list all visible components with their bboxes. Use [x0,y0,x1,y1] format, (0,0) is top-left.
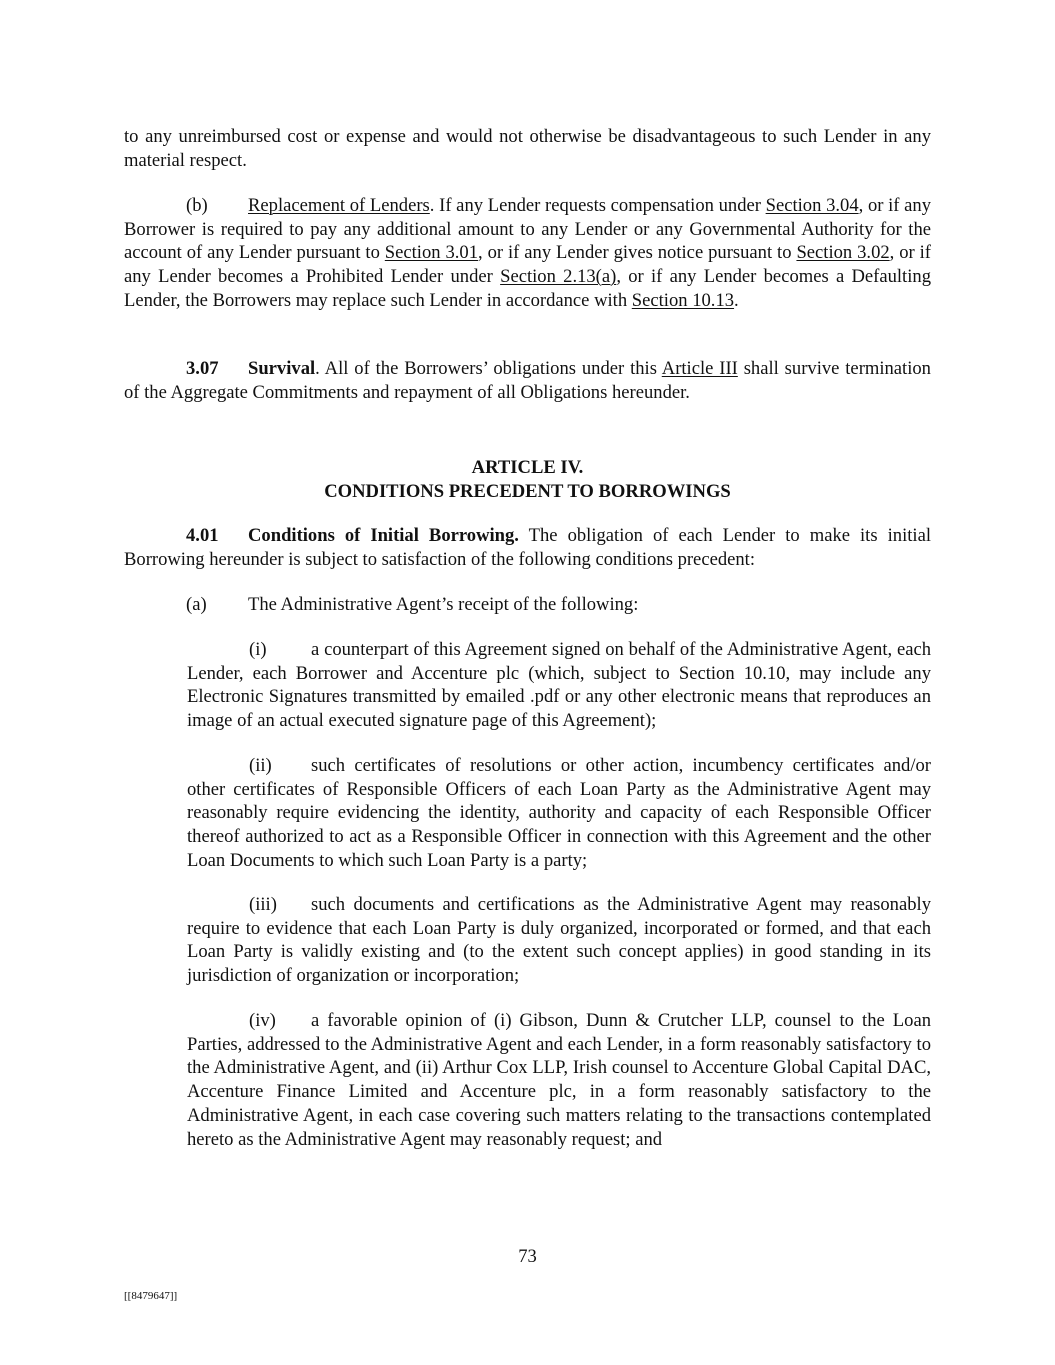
page-number: 73 [518,1246,537,1267]
clause-a-paragraph [124,593,931,617]
clause-text: The Administrative Agent’s receipt of the following: [248,594,639,615]
document-id: [[8479647]] [124,1290,178,1302]
section-text: The obligation of each Lender to make its initial Borrowing hereunder is subject to satisfaction of the following conditions precedent: [124,525,931,570]
replacement-of-lenders-title: Replacement of Lenders [248,195,430,216]
clause-text: , or if any Borrower is required to pay any additional amount to any Lender or any Governmental Authority for the account of any Lender pursuant to [124,195,932,264]
section-3-01-link[interactable]: Section 3.01 [384,242,479,264]
subclause-label: (i) [249,639,267,660]
subclause-i-paragraph [187,638,931,733]
clause-text: , or if any Lender becomes a Prohibited Lender under [124,242,931,288]
subclause-label: (iii) [249,894,277,915]
subclause-label: (iv) [249,1010,276,1031]
survival-title: Survival [248,358,316,379]
continuation-paragraph [124,125,931,172]
subclause-text: such certificates of resolutions or other action, incumbency certificates and/or other certificates of Responsible Officers of each Loan Party as the Administrative Agent may reasonably require evidencing the identity, authority and capacity of each Responsible Officer thereof authorized to act as a Responsible Officer in connection with this Agreement and the other Loan Documents to which such Loan Party is a party; [187,755,931,871]
clause-label: (b) [186,195,208,216]
section-text: . All of the Borrowers’ obligations under this [315,358,662,379]
section-text: shall survive termination of the Aggregate Commitments and repayment of all Obligations hereunder. [124,358,931,403]
section-4-01-paragraph [124,524,931,571]
subclause-text: a favorable opinion of (i) Gibson, Dunn & Crutcher LLP, counsel to the Loan Parties, addressed to the Administrative Agent and each Lender, in a form reasonably satisfactory to the Administrative Agent, and (ii) Arthur Cox LLP, Irish counsel to Accenture Global Capital DAC, Accenture Finance Limited and Accenture plc, in a form reasonably satisfactory to the Administrative Agent, in each case covering such matters relating to the transactions contemplated hereto as the Administrative Agent may reasonably request; and [187,1010,931,1150]
clause-label: (a) [186,594,207,615]
subclause-text: a counterpart of this Agreement signed on behalf of the Administrative Agent, each Lender, each Borrower and Accenture plc (which, subject to Section 10.10, may include any Electronic Signatures transmitted by emailed .pdf or any other electronic means that reproduces an image of an actual executed signature page of this Agreement); [187,639,931,732]
clause-text: , or if any Lender becomes a Defaulting Lender, the Borrowers may replace such Lender in accordance with [124,266,931,311]
section-number: 4.01 [186,525,219,546]
article-heading-number: ARTICLE IV. [471,457,584,478]
section-3-07-paragraph [124,357,931,404]
subclause-iv-paragraph [187,1009,931,1151]
section-3-04-link[interactable]: Section 3.04 [765,195,859,216]
subclause-label: (ii) [249,755,272,776]
section-3-02-link[interactable]: Section 3.02 [796,242,890,264]
subclause-text: such documents and certifications as the Administrative Agent may reasonably require to evidence that each Loan Party is duly organized, incorporated or formed, and that each Loan Party is validly existing and (to the extent such concept applies) in good standing in its jurisdiction of organization or incorporation; [187,894,931,987]
article-heading-title: CONDITIONS PRECEDENT TO BORROWINGS [324,481,731,502]
continuation-text: to any unreimbursed cost or expense and would not otherwise be disadvantageous to such Lender in any material respect. [124,126,931,171]
subclause-iii-paragraph [187,893,931,988]
section-10-13-link[interactable]: Section 10.13 [631,289,735,311]
subclause-ii-paragraph [187,754,931,873]
clause-text: , or if any Lender gives notice pursuant to [478,242,797,264]
section-3-06-b-paragraph [124,194,931,313]
conditions-initial-borrowing-title: Conditions of Initial Borrowing. [248,525,519,546]
clause-text: . If any Lender requests compensation under [429,195,766,216]
section-number: 3.07 [186,358,219,379]
section-2-13a-link[interactable]: Section 2.13(a) [500,266,617,288]
clause-text: . [734,289,739,311]
article-iii-link[interactable]: Article III [661,358,738,379]
